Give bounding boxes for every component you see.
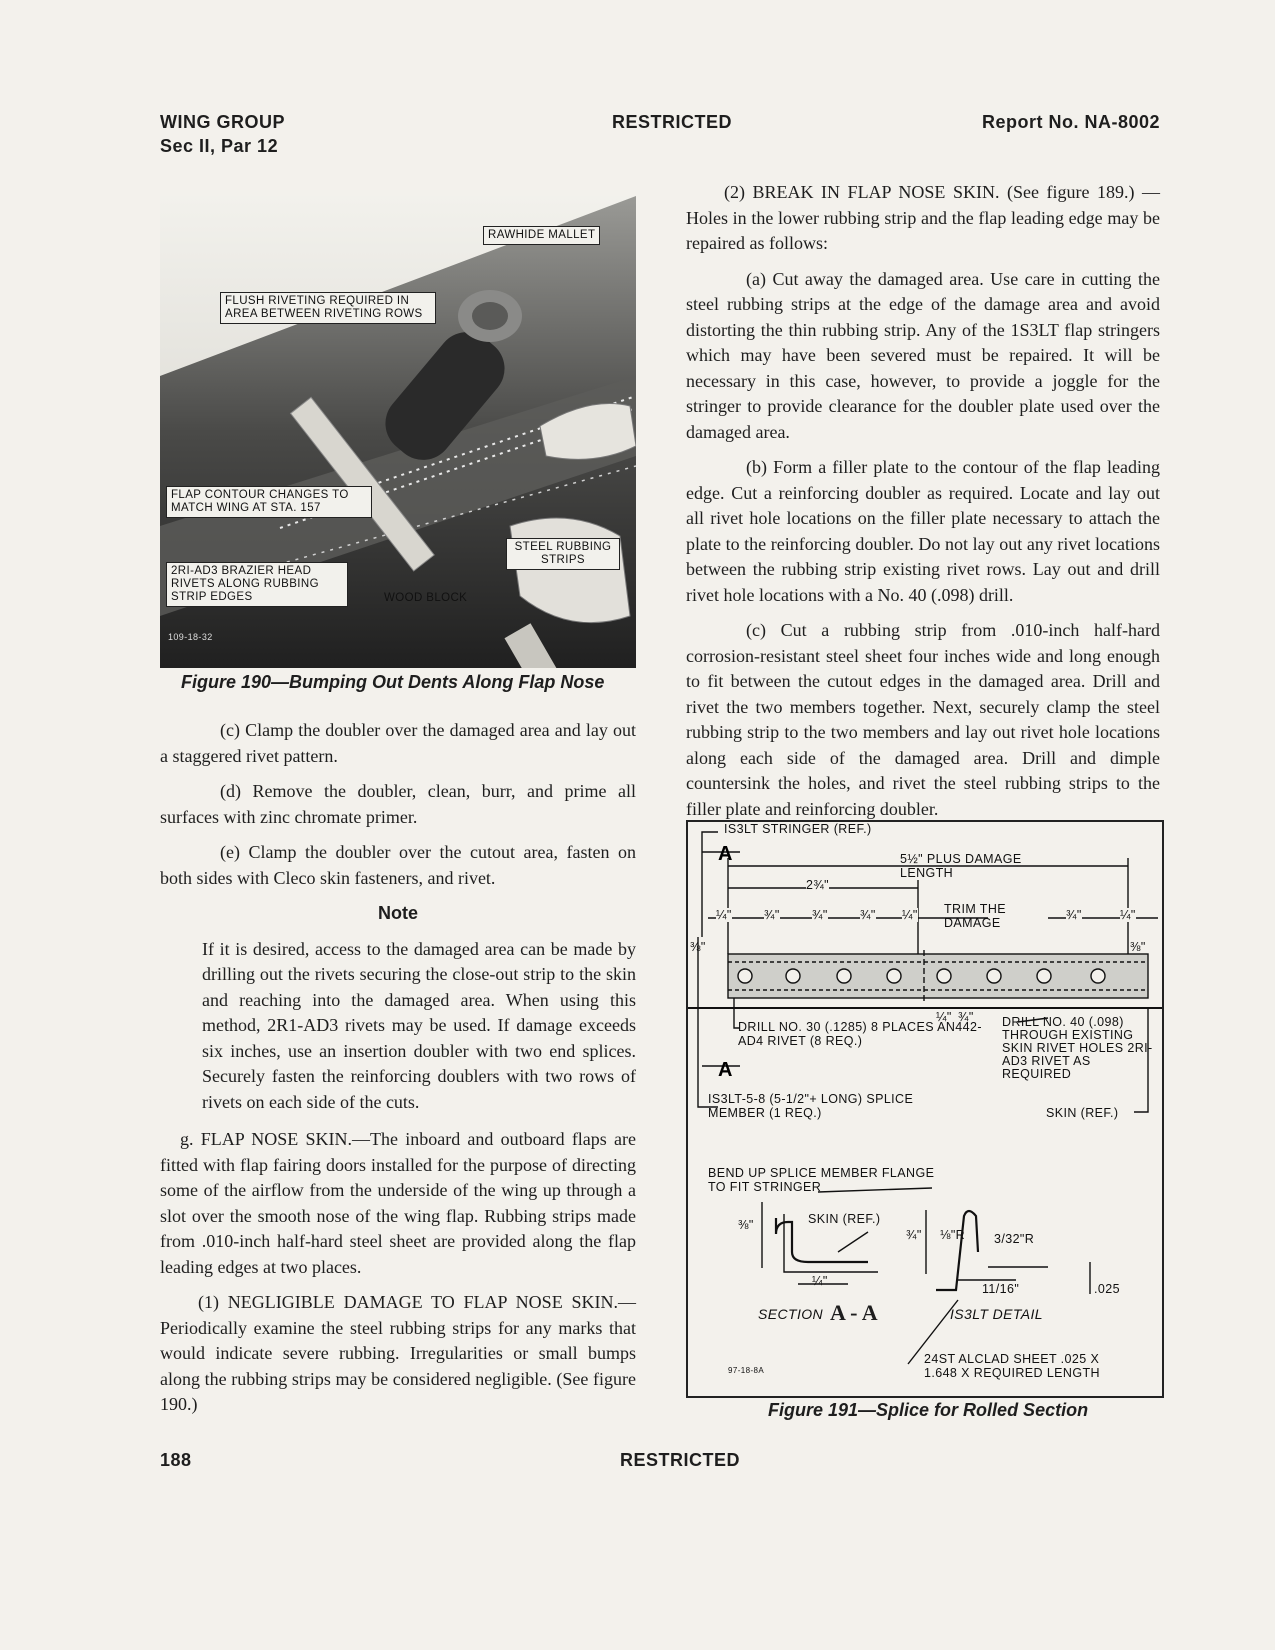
label-skin-ref-section: SKIN (REF.) [808,1212,881,1226]
para-a-cut-away: (a) Cut away the damaged area. Use care in cutting the steel rubbing strips at the edge of the damage area and avoid distorting the thin rubbing strip. Any of the 1S3LT flap stringers which may have been severed must be repaired. It will be necessary in this case, however, to provide a joggle for the stringer to provide clearance for the doubler plate used over the damaged area. [686,268,1160,442]
label-steel-rubbing-strips: STEEL RUBBING STRIPS [506,538,620,570]
dim-three-quarter-bottom: ¾" [958,1010,974,1024]
para-c-rubbing-strip: (c) Cut a rubbing strip from .010-inch half-hard corrosion-resistant steel sheet four inches wide and long enough to fit between the cutout edges in the damaged area. Drill and rivet the two members together. Next, securely clamp the steel rubbing strip to the two members and lay out rivet hole locations along each side of the damaged area. Drill and dimple countersink the holes, and rivet the steel rubbing strips to the filler plate and reinforcing doubler. [686,620,1160,819]
note-heading: Note [378,903,418,923]
dim-three-eighths-right: ⅜" [1130,940,1146,954]
label-splice-member: IS3LT-5-8 (5-1/2"+ LONG) SPLICE MEMBER (1 REQ.) [708,1092,914,1120]
figure-191-diagram [686,820,1164,1398]
dim-three-eighths-left: ⅜" [690,940,706,954]
figure-190-code: 109-18-32 [168,632,213,642]
dim-eighth-radius: ⅛"R [940,1228,966,1242]
para-1-negligible-damage: (1) NEGLIGIBLE DAMAGE TO FLAP NOSE SKIN.—Periodically examine the steel rubbing strips for any marks that would indicate severe rubbing. Irregularities or small bumps along the rubbing strips may be considered negligible. (See figure 190.) [160,1292,636,1414]
para-b-filler-plate: (b) Form a filler plate to the contour of the flap leading edge. Cut a reinforcing doubler as required. Locate and lay out all rivet hole locations on the filler plate necessary to attach the plate to the reinforcing doubler. Do not lay out any rivet locations between the rubbing strip existing rivet rows. Lay out and drill rivet hole locations with a No. 40 (.098) drill. [686,457,1160,605]
dim-section-three-eighths: ⅜" [738,1218,754,1232]
header-report-number: Report No. NA-8002 [982,112,1161,132]
label-trim-damage: TRIM THE DAMAGE [944,902,1006,930]
figure-190-caption: Figure 190—Bumping Out Dents Along Flap Nose [181,672,605,692]
dim-three-quarter-3: ¾" [860,908,876,922]
label-alclad-sheet: 24ST ALCLAD SHEET .025 X 1.648 X REQUIRED LENGTH [924,1352,1100,1380]
section-arrow-a-bottom: A [718,1059,733,1081]
dim-eleven-sixteenths: 11/16" [982,1282,1020,1296]
header-section-paragraph: Sec II, Par 12 [160,136,279,156]
figure-191-caption: Figure 191—Splice for Rolled Section [768,1400,1089,1420]
header-classification: RESTRICTED [612,112,733,132]
section-arrow-a-top: A [718,843,733,865]
para-2-break-flap-nose: (2) BREAK IN FLAP NOSE SKIN. (See figure 189.) —Holes in the lower rubbing strip and the flap leading edge may be repaired as follows: [686,182,1160,253]
dim-section-quarter: ¼" [812,1274,828,1288]
dim-three-quarter-right: ¾" [1066,908,1082,922]
para-g-flap-nose-skin: g. FLAP NOSE SKIN.—The inboard and outboard flaps are fitted with flap fairing doors installed for the purpose of directing some of the airflow from the underside of the wing up through a slot over the smooth nose of the wing flap. Rubbing strips made from .010-inch half-hard steel sheet are provided along the flap leading edges at two places. [160,1129,636,1277]
note-text: If it is desired, access to the damaged area can be made by drilling out the rivets securing the close-out strip to the skin and reaching into the damaged area. When using this method, 2R1-AD3 rivets may be used. If damage exceeds six inches, use an insertion doubler with two end splices. Securely fasten the reinforcing doublers with two rows of rivets on each side of the cuts. [202,938,636,1112]
detail-label: IS3LT DETAIL [950,1306,1043,1322]
label-wood-block: WOOD BLOCK [384,592,468,604]
label-brazier-rivets: 2RI-AD3 BRAZIER HEAD RIVETS ALONG RUBBING STRIP EDGES [166,562,348,607]
label-rawhide-mallet: RAWHIDE MALLET [483,226,600,245]
footer-page-number: 188 [160,1450,192,1470]
dim-quarter-mid: ¼" [902,908,918,922]
dim-quarter-bottom: ¼" [936,1010,952,1024]
dim-quarter-left: ¼" [716,908,732,922]
header-section-title: WING GROUP [160,112,285,132]
dim-three-32-radius: 3/32"R [994,1232,1035,1246]
footer-classification: RESTRICTED [620,1450,741,1470]
section-letters: A - A [830,1300,878,1325]
para-d-remove: (d) Remove the doubler, clean, burr, and prime all surfaces with zinc chromate primer. [160,781,636,827]
right-column [686,180,1160,832]
left-column [160,718,636,1428]
label-bend-splice: BEND UP SPLICE MEMBER FLANGE TO FIT STRINGER [708,1166,935,1194]
section-label: SECTION [758,1306,824,1322]
label-stringer-ref: IS3LT STRINGER (REF.) [724,822,872,836]
dim-total-length: 5½" PLUS DAMAGE LENGTH [900,852,1022,880]
dim-three-quarter-2: ¾" [812,908,828,922]
para-c-clamp: (c) Clamp the doubler over the damaged area and lay out a staggered rivet pattern. [160,720,636,766]
dim-quarter-right: ¼" [1120,908,1136,922]
figure-191-code: 97-18-8A [728,1366,765,1375]
label-skin-ref: SKIN (REF.) [1046,1106,1119,1120]
label-flap-contour: FLAP CONTOUR CHANGES TO MATCH WING AT STA. 157 [166,486,372,518]
label-flush-riveting: FLUSH RIVETING REQUIRED IN AREA BETWEEN RIVETING ROWS [220,292,436,324]
dim-thickness: .025 [1094,1282,1120,1296]
para-e-clamp-cutout: (e) Clamp the doubler over the cutout area, fasten on both sides with Cleco skin fasteners, and rivet. [160,842,636,888]
label-drill-no-40: DRILL NO. 40 (.098) THROUGH EXISTING SKIN RIVET HOLES 2RI-AD3 RIVET AS REQUIRED [1002,1015,1153,1081]
dim-three-quarter-1: ¾" [764,908,780,922]
figure-190-photo [160,196,636,668]
dim-detail-three-quarter: ¾" [906,1228,922,1242]
dim-two-three-quarter: 2¾" [806,878,830,892]
label-drill-no-30: DRILL NO. 30 (.1285) 8 PLACES AN442-AD4 RIVET (8 REQ.) [738,1020,982,1048]
